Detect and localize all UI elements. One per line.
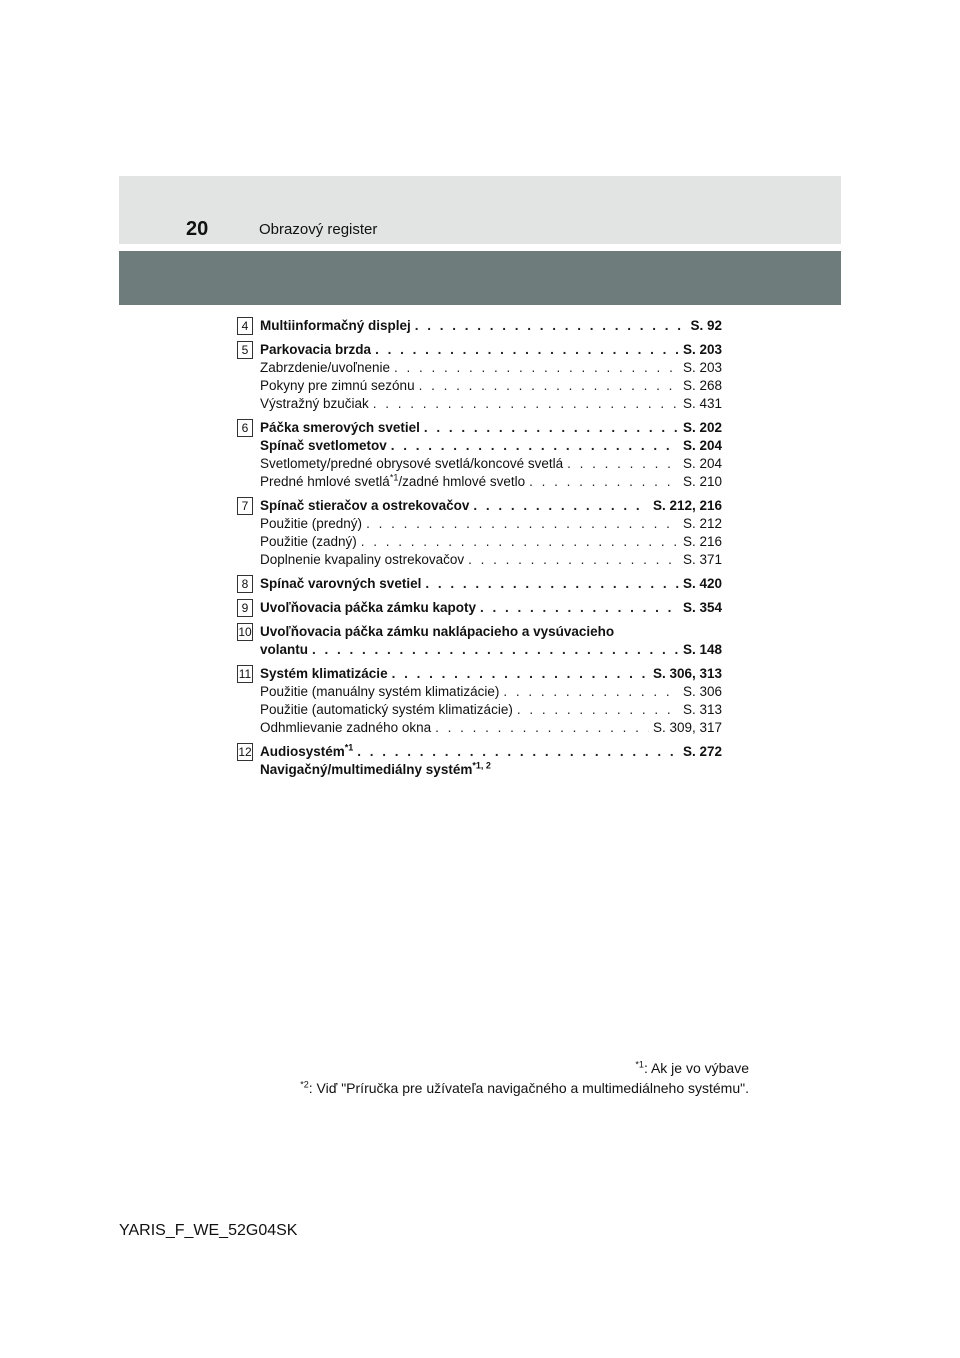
index-entry-main[interactable] [260, 437, 722, 455]
footnote-text: : Viď "Príručka pre užívateľa navigačného a multimediálneho systému". [308, 1080, 749, 1096]
page-reference[interactable]: S. 204 [682, 456, 722, 471]
page-reference[interactable]: S. 204 [682, 438, 722, 453]
entry-label [260, 575, 421, 593]
entry-label-text: Doplnenie kvapaliny ostrekovačov [260, 552, 465, 567]
entry-label-text: volantu [260, 642, 309, 657]
index-entry-sub[interactable] [260, 359, 722, 377]
entry-label [260, 623, 614, 641]
entry-label [260, 395, 369, 413]
entry-label [260, 317, 411, 335]
entry-label [260, 533, 357, 551]
entry-label [260, 515, 362, 533]
item-number-badge: 10 [238, 625, 252, 639]
entry-label [260, 683, 499, 701]
item-number-badge: 4 [237, 317, 253, 335]
page-number: 20 [186, 218, 209, 240]
entry-label [260, 377, 415, 395]
entry-label-text: Použitie (zadný) [260, 534, 357, 549]
footnote-mark: *1 [389, 472, 399, 483]
index-group [237, 419, 722, 491]
dot-leader [415, 317, 687, 335]
page-reference[interactable]: S. 309, 317 [652, 720, 722, 735]
page-reference[interactable]: S. 148 [682, 642, 722, 657]
entry-label-text: Multiinformačný displej [260, 318, 411, 333]
index-entry-sub[interactable] [260, 395, 722, 413]
header-band [119, 251, 841, 305]
page-reference[interactable]: S. 92 [690, 318, 722, 333]
page-reference[interactable]: S. 306, 313 [652, 666, 722, 681]
entry-label-text: Použitie (automatický systém klimatizácie) [260, 702, 513, 717]
entry-label [260, 761, 491, 779]
index-entry-sub[interactable] [260, 719, 722, 737]
page-reference[interactable]: S. 354 [682, 600, 722, 615]
dot-leader [529, 473, 679, 491]
entry-label [260, 599, 476, 617]
dot-leader [435, 719, 649, 737]
entry-label [260, 551, 464, 569]
entry-label-text: Svetlomety/predné obrysové svetlá/koncové svetlá [260, 456, 564, 471]
item-number-badge: 5 [237, 341, 253, 359]
dot-leader [394, 359, 679, 377]
entry-label-text: /zadné hmlové svetlo [398, 474, 526, 489]
dot-leader [312, 641, 679, 659]
entry-label-text: Pokyny pre zimnú sezónu [260, 378, 415, 393]
entry-label [260, 455, 563, 473]
entry-label-text: Systém klimatizácie [260, 666, 388, 681]
index-group [237, 599, 722, 617]
dot-leader [419, 377, 679, 395]
dot-leader [567, 455, 679, 473]
entry-label-text: Spínač varovných svetiel [260, 576, 422, 591]
page-reference[interactable]: S. 203 [682, 360, 722, 375]
entry-label-text: Spínač stieračov a ostrekovačov [260, 498, 470, 513]
dot-leader [361, 533, 679, 551]
entry-label-text: Použitie (predný) [260, 516, 363, 531]
index-entry-main[interactable] [260, 623, 722, 641]
index-entry-main[interactable] [260, 761, 722, 779]
entry-label-text: Predné hmlové svetlá [260, 474, 390, 489]
entry-label-text: Páčka smerových svetiel [260, 420, 420, 435]
item-number-badge: 12 [238, 745, 252, 759]
entry-label-text: Zabrzdenie/uvoľnenie [260, 360, 391, 375]
footnote-text: : Ak je vo výbave [643, 1060, 749, 1076]
index-entry-main[interactable] [260, 641, 722, 659]
index-entry-main[interactable] [260, 575, 722, 593]
page-reference[interactable]: S. 202 [682, 420, 722, 435]
dot-leader [392, 665, 649, 683]
index-group [237, 575, 722, 593]
item-number-badge: 7 [237, 497, 253, 515]
header-top-bar [119, 176, 841, 244]
dot-leader [373, 395, 679, 413]
dot-leader [391, 437, 679, 455]
page-reference[interactable]: S. 210 [682, 474, 722, 489]
item-number-badge: 6 [237, 419, 253, 437]
footnote [300, 1078, 749, 1098]
index-group [237, 665, 722, 737]
dot-leader [366, 515, 679, 533]
entry-label-text: Navigačný/multimediálny systém [260, 762, 473, 777]
page-reference[interactable]: S. 420 [682, 576, 722, 591]
index-entry-main[interactable] [260, 317, 722, 335]
entry-label [260, 641, 308, 659]
footnote-mark: *1, 2 [472, 760, 491, 771]
entry-label [260, 341, 371, 359]
entry-label [260, 419, 420, 437]
item-number-badge: 11 [238, 667, 252, 681]
entry-label [260, 473, 525, 491]
page-reference[interactable]: S. 272 [682, 744, 722, 759]
page-reference[interactable]: S. 313 [682, 702, 722, 717]
dot-leader [425, 575, 679, 593]
entry-label [260, 359, 390, 377]
entry-label-text: Použitie (manuálny systém klimatizácie) [260, 684, 500, 699]
page-reference[interactable]: S. 306 [682, 684, 722, 699]
entry-label [260, 701, 513, 719]
page-reference[interactable]: S. 216 [682, 534, 722, 549]
index-group [237, 623, 722, 659]
footnote [300, 1058, 749, 1078]
page-reference[interactable]: S. 268 [682, 378, 722, 393]
entry-label [260, 497, 469, 515]
page-reference[interactable]: S. 212 [682, 516, 722, 531]
dot-leader [473, 497, 649, 515]
entry-label [260, 665, 388, 683]
index-entry-sub[interactable] [260, 551, 722, 569]
index-entry-main[interactable] [260, 419, 722, 437]
index-entries [237, 317, 722, 785]
index-entry-main[interactable] [260, 743, 722, 761]
entry-label-text: Parkovacia brzda [260, 342, 372, 357]
entry-label-text: Výstražný bzučiak [260, 396, 369, 411]
item-number-badge: 8 [237, 575, 253, 593]
entry-label-text: Uvoľňovacia páčka zámku kapoty [260, 600, 477, 615]
index-entry-sub[interactable] [260, 473, 722, 491]
index-entry-sub[interactable] [260, 701, 722, 719]
entry-label-text: Audiosystém [260, 744, 345, 759]
page-reference[interactable]: S. 203 [682, 342, 722, 357]
footnotes [300, 1058, 749, 1098]
dot-leader [503, 683, 679, 701]
page-reference[interactable]: S. 212, 216 [652, 498, 722, 513]
index-group [237, 317, 722, 335]
entry-label-text: Odhmlievanie zadného okna [260, 720, 432, 735]
index-group [237, 743, 722, 779]
section-title: Obrazový register [259, 221, 378, 238]
index-entry-sub[interactable] [260, 683, 722, 701]
entry-label [260, 719, 431, 737]
dot-leader [480, 599, 679, 617]
dot-leader [375, 341, 679, 359]
dot-leader [357, 743, 679, 761]
index-group [237, 341, 722, 413]
item-number-badge: 9 [237, 599, 253, 617]
index-entry-main[interactable] [260, 665, 722, 683]
document-code: YARIS_F_WE_52G04SK [119, 1222, 298, 1239]
dot-leader [517, 701, 679, 719]
page-reference[interactable]: S. 371 [682, 552, 722, 567]
entry-label [260, 743, 353, 761]
index-entry-main[interactable] [260, 341, 722, 359]
index-entry-sub[interactable] [260, 515, 722, 533]
dot-leader [424, 419, 679, 437]
index-entry-sub[interactable] [260, 533, 722, 551]
footnote-mark: *1 [635, 1059, 644, 1070]
index-group [237, 497, 722, 569]
entry-label-text: Spínač svetlometov [260, 438, 387, 453]
footnote-mark: *2 [300, 1079, 309, 1090]
index-entry-main[interactable] [260, 599, 722, 617]
index-entry-sub[interactable] [260, 377, 722, 395]
index-entry-sub[interactable] [260, 455, 722, 473]
entry-label-text: Uvoľňovacia páčka zámku naklápacieho a vysúvacieho [260, 624, 615, 639]
footnote-mark: *1 [344, 742, 354, 753]
entry-label [260, 437, 387, 455]
page-reference[interactable]: S. 431 [682, 396, 722, 411]
dot-leader [468, 551, 679, 569]
index-entry-main[interactable] [260, 497, 722, 515]
